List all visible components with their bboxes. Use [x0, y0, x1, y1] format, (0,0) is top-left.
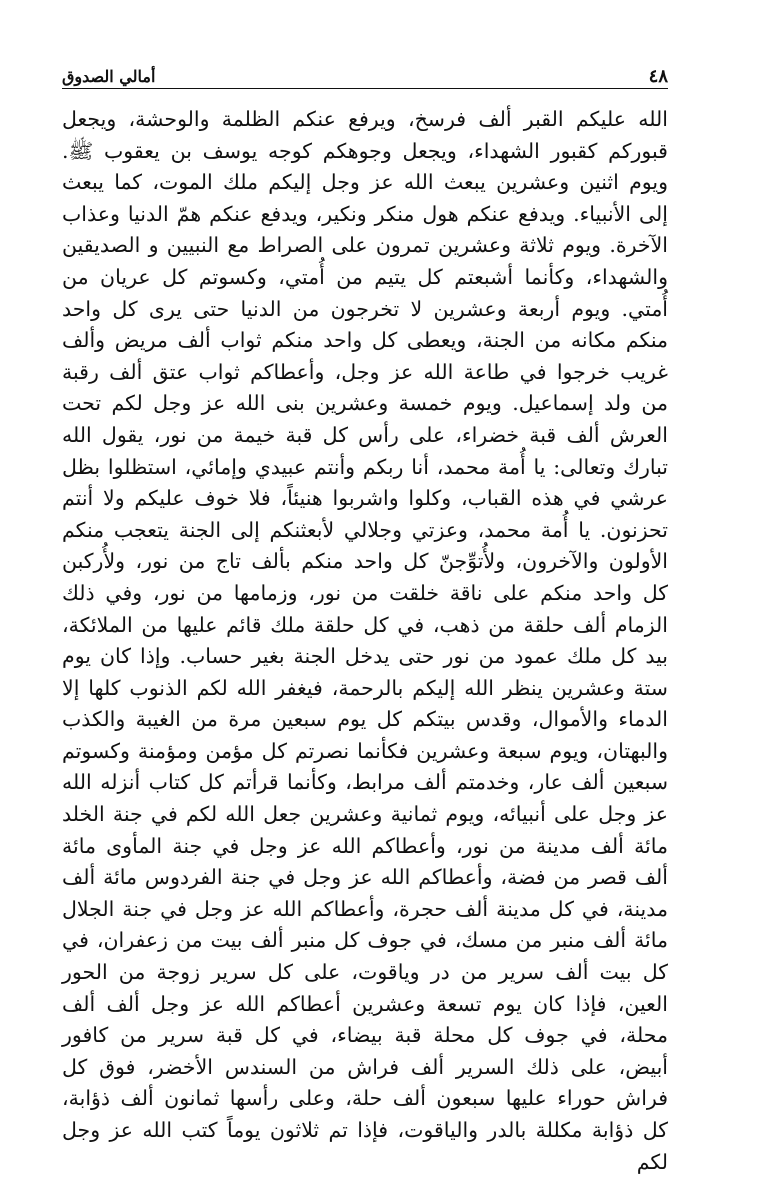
- page-number: ٤٨: [648, 66, 668, 87]
- running-header: [62, 58, 668, 88]
- book-title: أمالي الصدوق: [62, 67, 156, 86]
- header-divider: [62, 88, 668, 89]
- body-paragraph: الله عليكم القبر ألف فرسخ، ويرفع عنكم الظلمة والوحشة، ويجعل قبوركم كقبور الشهداء، ويجعل وجوهكم كوجه يوسف بن يعقوب ﷺ. ويوم اثنين وعشرين يبعث الله عز وجل إليكم ملك الموت، كما يبعث إلى الأنبياء. ويدفع عنكم هول منكر ونكير، ويدفع عنكم همّ الدنيا وعذاب الآخرة. ويوم ثلاثة وعشرين تمرون على الصراط مع النبيين و الصديقين والشهداء، وكأنما أشبعتم كل يتيم من أُمتي، وكسوتم كل عريان من أُمتي. ويوم أربعة وعشرين لا تخرجون من الدنيا حتى يرى كل واحد منكم مكانه من الجنة، ويعطى كل واحد منكم ثواب ألف مريض وألف غريب خرجوا في طاعة الله عز وجل، وأعطاكم ثواب عتق ألف رقبة من ولد إسماعيل. ويوم خمسة وعشرين بنى الله عز وجل لكم تحت العرش ألف قبة خضراء، على رأس كل قبة خيمة من نور، يقول الله تبارك وتعالى: يا أُمة محمد، أنا ربكم وأنتم عبيدي وإمائي، استظلوا بظل عرشي في هذه القباب، وكلوا واشربوا هنيئاً، فلا خوف عليكم ولا أنتم تحزنون. يا أُمة محمد، وعزتي وجلالي لأبعثنكم إلى الجنة يتعجب منكم الأولون والآخرون، ولأُتوِّجنّ كل واحد منكم بألف تاج من نور، ولأُركبن كل واحد منكم على ناقة خلقت من نور، وزمامها من نور، وفي ذلك الزمام ألف حلقة من ذهب، في كل حلقة ملك قائم عليها من الملائكة، بيد كل ملك عمود من نور حتى يدخل الجنة بغير حساب. وإذا كان يوم ستة وعشرين ينظر الله إليكم بالرحمة، فيغفر الله لكم الذنوب كلها إلا الدماء والأموال، وقدس بيتكم كل يوم سبعين مرة من الغيبة والكذب والبهتان، ويوم سبعة وعشرين فكأنما نصرتم كل مؤمن ومؤمنة وكسوتم سبعين ألف عار، وخدمتم ألف مرابط، وكأنما قرأتم كل كتاب أنزله الله عز وجل على أنبيائه، ويوم ثمانية وعشرين جعل الله لكم في جنة الخلد مائة ألف مدينة من نور، وأعطاكم الله عز وجل في جنة المأوى مائة ألف قصر من فضة، وأعطاكم الله عز وجل في جنة الفردوس مائة ألف مدينة، في كل مدينة ألف حجرة، وأعطاكم الله عز وجل في جنة الجلال مائة ألف منبر من مسك، في جوف كل منبر ألف بيت من زعفران، في كل بيت ألف سرير من در وياقوت، على كل سرير زوجة من الحور العين، فإذا كان يوم تسعة وعشرين أعطاكم الله عز وجل ألف ألف محلة، في جوف كل محلة قبة بيضاء، في كل قبة سرير من كافور أبيض، على ذلك السرير ألف فراش من السندس الأخضر، فوق كل فراش حوراء عليها سبعون ألف حلة، وعلى رأسها ثمانون ألف ذؤابة، كل ذؤابة مكللة بالدر والياقوت، فإذا تم ثلاثون يوماً كتب الله عز وجل لكم: [62, 107, 668, 1174]
